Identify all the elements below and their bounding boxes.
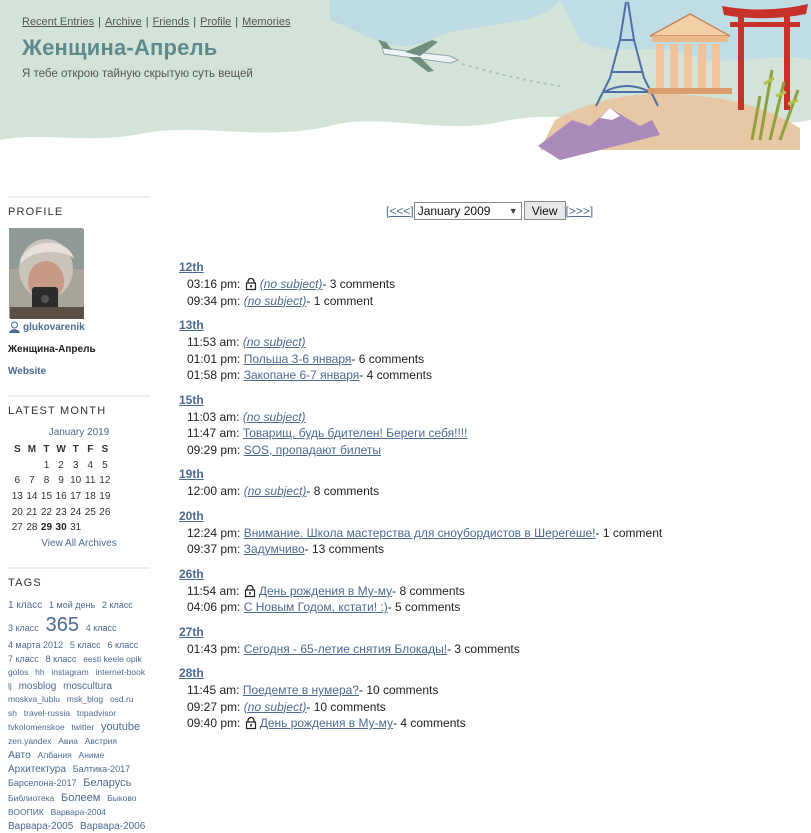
comment-count: - 4 comments	[359, 368, 432, 383]
tag-link[interactable]: instagram	[51, 667, 89, 678]
calendar-day: 4	[87, 459, 94, 471]
entry-row	[187, 682, 799, 699]
nav-recent-entries[interactable]: Recent Entries	[22, 16, 95, 28]
comment-count: - 5 comments	[387, 600, 461, 615]
tag-link[interactable]: Барселона-2017	[8, 778, 77, 789]
tag-link[interactable]: 1 класс	[8, 599, 43, 611]
calendar-week	[10, 504, 112, 520]
calendar-week	[10, 520, 112, 536]
site-title[interactable]: Женщина-Апрель	[22, 35, 218, 60]
entry-row	[187, 699, 799, 716]
profile-username[interactable]	[8, 321, 150, 334]
entry-row	[187, 442, 799, 459]
latest-month-heading: LATEST MONTH	[8, 405, 107, 417]
tag-link[interactable]: 5 класс	[69, 640, 101, 651]
tag-link[interactable]: tvkolomenskoe	[8, 722, 65, 733]
calendar-day: 6	[14, 475, 21, 487]
calendar-day: 13	[11, 491, 23, 503]
entry-row	[187, 599, 799, 616]
tag-link[interactable]: 8 класс	[45, 653, 77, 664]
entry-title-link[interactable]: День рождения в Му-му	[259, 716, 394, 731]
entry-time: 12:00 am:	[187, 484, 241, 499]
entry-time: 01:58 pm:	[187, 368, 241, 383]
calendar-day: 28	[26, 522, 38, 534]
tag-link[interactable]: Варвара-2004	[50, 807, 107, 818]
weekday-header: S	[13, 444, 21, 456]
entry-title-link[interactable]: (no subject)	[259, 277, 323, 292]
calendar-day: 23	[55, 506, 67, 518]
divider	[8, 395, 150, 397]
entry-time: 09:37 pm:	[187, 542, 241, 557]
avatar[interactable]	[9, 228, 83, 318]
sidebar	[8, 196, 150, 833]
entry-title-link[interactable]: Внимание. Школа мастерства для сноубордистов в Шерегеше!	[243, 525, 596, 540]
user-icon	[8, 321, 21, 334]
entry-title-link[interactable]: (no subject)	[243, 484, 307, 499]
tag-link[interactable]: hh	[35, 667, 45, 678]
tag-link[interactable]: moskva_lublu	[8, 694, 60, 705]
weekday-header: W	[56, 444, 66, 456]
entry-time: 11:45 am:	[187, 683, 240, 698]
nav-friends[interactable]: Friends	[152, 16, 190, 28]
tag-link[interactable]: sh	[8, 707, 17, 718]
calendar-day	[98, 520, 113, 536]
month-select[interactable]	[414, 202, 522, 220]
prev-month-link[interactable]: [<<<]	[386, 203, 414, 218]
entry-title-link[interactable]: Поедемте в нумера?	[242, 683, 359, 698]
calendar-day	[25, 458, 40, 474]
calendar-day: 2	[58, 459, 64, 471]
day-heading-link[interactable]: 19th	[179, 467, 204, 481]
lock-icon	[245, 717, 257, 729]
calendar-day: 21	[26, 506, 38, 518]
day-heading-link[interactable]: 26th	[179, 566, 204, 581]
comment-count: - 4 comments	[393, 716, 466, 731]
tag-link[interactable]: Аниме	[78, 750, 105, 761]
tag-link[interactable]: 7 класс	[8, 653, 39, 664]
nav-separator: |	[98, 16, 102, 28]
website-link[interactable]: Website	[8, 366, 47, 377]
calendar-day: 16	[55, 491, 67, 503]
tag-link[interactable]: 4 марта 2012	[8, 640, 64, 651]
day-group	[179, 625, 799, 658]
tag-link[interactable]: lj	[8, 680, 12, 691]
lock-icon	[244, 585, 256, 597]
tag-link[interactable]: moscultura	[63, 680, 113, 692]
calendar-day: 3	[72, 459, 79, 471]
tag-link[interactable]: internet-book	[95, 667, 146, 678]
day-group	[179, 666, 799, 732]
entry-time: 03:16 pm:	[187, 277, 241, 292]
calendar-day	[83, 520, 98, 536]
tag-link[interactable]: Авиа	[58, 735, 78, 746]
calendar-grid	[10, 442, 112, 536]
day-group	[179, 467, 799, 500]
calendar-day: 19	[99, 491, 111, 503]
nav-separator: |	[235, 16, 239, 28]
entry-time: 09:34 pm:	[187, 293, 241, 308]
tag-link[interactable]: 4 класс	[85, 623, 117, 634]
tag-link[interactable]: 3 класс	[8, 623, 39, 634]
entry-title-link[interactable]: Товарищ, будь бдителен! Береги себя!!!!	[242, 426, 468, 441]
tag-link[interactable]: Авто	[8, 749, 31, 762]
tag-link[interactable]: Библиотека	[8, 793, 55, 804]
entry-title-link[interactable]: SOS, пропадают билеты	[243, 442, 381, 457]
weekday-header: S	[101, 444, 109, 456]
tag-link[interactable]: mosblog	[18, 680, 57, 692]
view-all-archives-link[interactable]: View All Archives	[41, 537, 117, 549]
entry-time: 04:06 pm:	[187, 600, 241, 615]
calendar-day: 24	[70, 506, 82, 518]
calendar-day: 18	[84, 491, 96, 503]
tag-link[interactable]: eesti keele opik	[83, 653, 142, 664]
comment-count: - 8 comments	[306, 484, 380, 499]
tag-link[interactable]: zen.yandex	[8, 735, 52, 746]
nav-separator: |	[193, 16, 197, 28]
entry-title-link[interactable]: С Новым Годом, кстати! :)	[243, 600, 388, 615]
tag-link[interactable]: 365	[45, 614, 79, 637]
entries-list	[179, 260, 799, 741]
comment-count: - 3 comments	[447, 641, 520, 656]
calendar-title[interactable]: January 2019	[48, 427, 110, 438]
entry-title-link[interactable]: Задумчиво	[243, 542, 305, 557]
tag-link[interactable]: Болеем	[61, 792, 101, 805]
entry-time: 09:27 pm:	[187, 699, 241, 714]
tag-link[interactable]: tripadvisor	[76, 707, 117, 718]
lock-icon	[245, 278, 257, 290]
entry-time: 01:43 pm:	[187, 641, 241, 656]
weekday-header: F	[87, 444, 94, 456]
tag-link[interactable]: Беларусь	[83, 777, 132, 790]
entry-time: 11:47 am:	[187, 426, 240, 441]
entry-time: 11:03 am:	[187, 409, 240, 424]
day-group	[179, 260, 799, 309]
view-button[interactable]: View	[524, 201, 566, 220]
tag-link[interactable]: youtube	[100, 721, 141, 734]
day-heading-link[interactable]: 15th	[179, 392, 204, 407]
entry-row	[187, 409, 799, 426]
entry-time: 11:54 am:	[187, 583, 240, 598]
site-subtitle: Я тебе открою тайную скрытую суть вещей	[22, 68, 253, 80]
day-heading-link[interactable]: 27th	[179, 624, 204, 639]
entry-row	[187, 715, 799, 732]
calendar-day: 26	[99, 506, 111, 518]
tag-link[interactable]: ВООПИК	[8, 807, 44, 818]
calendar-day: 5	[102, 459, 108, 471]
top-navigation	[22, 16, 290, 28]
entry-title-link[interactable]: (no subject)	[242, 335, 306, 350]
entry-title-link[interactable]: (no subject)	[243, 699, 307, 714]
entry-time: 01:01 pm:	[187, 351, 241, 366]
nav-profile[interactable]: Profile	[200, 16, 232, 28]
profile-heading: PROFILE	[8, 206, 64, 218]
day-heading-link[interactable]: 20th	[179, 508, 204, 523]
weekday-header: T	[43, 444, 50, 456]
calendar-day: 9	[58, 475, 64, 487]
entry-title-link[interactable]: (no subject)	[242, 409, 306, 424]
tag-link[interactable]: Балтика-2017	[72, 763, 131, 774]
weekday-header: M	[27, 444, 37, 456]
calendar-day: 12	[99, 475, 111, 487]
tags-heading: TAGS	[8, 576, 42, 589]
tag-link[interactable]: travel-russia	[23, 707, 71, 718]
tag-link[interactable]: 2 класс	[101, 599, 133, 610]
calendar-day: 31	[70, 522, 82, 534]
mini-calendar	[8, 427, 150, 549]
tag-link[interactable]: 6 класс	[107, 640, 139, 651]
entry-row	[187, 334, 799, 351]
entry-row	[187, 351, 799, 368]
calendar-day: 8	[43, 475, 50, 487]
calendar-day	[10, 458, 25, 474]
entry-title-link[interactable]: (no subject)	[243, 293, 307, 308]
entry-row	[187, 541, 799, 558]
tag-cloud	[8, 599, 150, 833]
month-navigation	[386, 201, 593, 220]
day-heading-link[interactable]: 28th	[179, 666, 204, 680]
entry-title-link[interactable]: Сегодня - 65-летие снятия Блокады!	[243, 641, 448, 656]
entry-row	[187, 525, 799, 542]
entry-time: 09:29 pm:	[187, 442, 241, 457]
entry-title-link[interactable]: День рождения в Му-му	[258, 583, 393, 598]
calendar-day: 14	[26, 491, 38, 503]
nav-archive[interactable]: Archive	[105, 16, 142, 28]
calendar-day: 20	[11, 506, 23, 518]
comment-count: - 3 comments	[322, 277, 396, 292]
calendar-week	[10, 473, 112, 489]
tag-link[interactable]: twitter	[71, 722, 95, 733]
calendar-day: 15	[40, 491, 53, 503]
entry-row	[187, 293, 799, 310]
comment-count: - 1 comment	[306, 293, 374, 308]
entry-title-link[interactable]: Закопане 6-7 января	[243, 368, 360, 383]
comment-count: - 6 comments	[351, 351, 425, 366]
entry-time: 11:53 am:	[187, 335, 240, 350]
day-heading-link[interactable]: 13th	[179, 318, 204, 332]
divider	[8, 567, 150, 569]
entry-title-link[interactable]: Польша 3-6 января	[243, 351, 352, 366]
day-group	[179, 393, 799, 459]
nav-separator: |	[145, 16, 149, 28]
entry-row	[187, 483, 799, 500]
day-group	[179, 318, 799, 384]
chevron-down-icon: ▼	[508, 205, 518, 216]
comment-count: - 13 comments	[304, 542, 384, 557]
tag-link[interactable]: Албания	[37, 750, 72, 761]
entry-row	[187, 641, 799, 658]
tag-link[interactable]: Варвара-2006	[80, 820, 146, 832]
comment-count: - 1 comment	[595, 525, 663, 540]
entry-row	[187, 583, 799, 600]
tag-link[interactable]: 1 мой день	[49, 599, 96, 610]
tag-link[interactable]: osd.ru	[109, 694, 134, 705]
calendar-day: 27	[11, 522, 23, 534]
divider	[8, 196, 150, 198]
nav-memories[interactable]: Memories	[242, 16, 291, 28]
calendar-day: 1	[43, 459, 50, 471]
entry-time: 12:24 pm:	[187, 525, 241, 540]
calendar-day[interactable]: 29	[40, 522, 53, 534]
next-month-link[interactable]: [>>>]	[565, 203, 594, 218]
day-group	[179, 567, 799, 616]
tag-link[interactable]: Австрия	[84, 735, 118, 746]
calendar-week	[10, 458, 112, 474]
username-link[interactable]: glukovarenik	[23, 322, 85, 333]
tag-link[interactable]: Варвара-2005	[8, 820, 74, 832]
calendar-day: 25	[84, 506, 96, 518]
comment-count: - 8 comments	[392, 583, 465, 598]
calendar-day: 10	[70, 475, 82, 487]
entry-time: 09:40 pm:	[187, 716, 241, 731]
comment-count: - 10 comments	[358, 683, 439, 698]
journal-name: Женщина-Апрель	[8, 344, 96, 355]
calendar-day: 11	[85, 475, 96, 487]
calendar-week	[10, 489, 112, 505]
tag-link[interactable]: Архитектура	[8, 763, 66, 775]
page-header	[0, 0, 811, 165]
calendar-day: 22	[40, 506, 53, 518]
entry-row	[187, 425, 799, 442]
tag-link[interactable]: golos	[8, 667, 29, 678]
weekday-header: T	[72, 444, 79, 456]
tag-link[interactable]: Быково	[107, 793, 137, 804]
tag-link[interactable]: msk_blog	[66, 694, 104, 705]
calendar-day: 7	[29, 475, 35, 487]
entry-row	[187, 367, 799, 384]
month-select-value: January 2009	[417, 203, 491, 218]
calendar-day[interactable]: 30	[55, 522, 67, 534]
calendar-day: 17	[70, 491, 82, 503]
day-group	[179, 509, 799, 558]
comment-count: - 10 comments	[306, 699, 386, 714]
day-heading-link[interactable]: 12th	[179, 260, 204, 274]
entry-row	[187, 276, 799, 293]
